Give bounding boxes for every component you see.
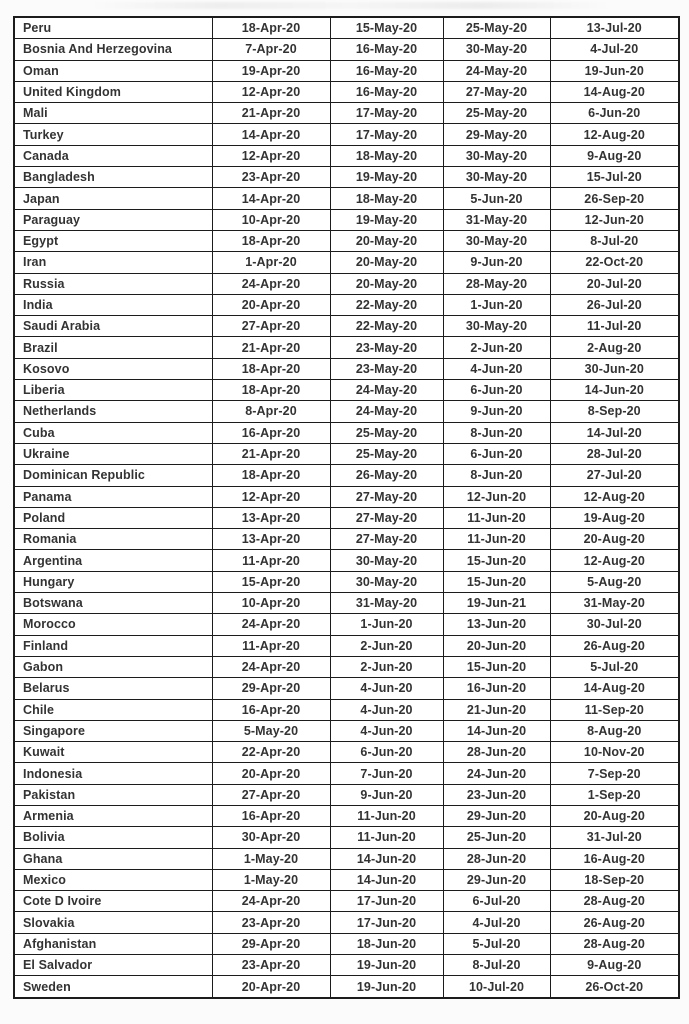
table-row [14,273,679,294]
date-cell: 8-Jul-20 [443,955,550,976]
country-cell: Chile [14,699,212,720]
date-cell: 18-Apr-20 [212,17,330,39]
date-cell: 13-Jun-20 [443,614,550,635]
date-cell: 20-May-20 [330,252,443,273]
date-cell: 19-May-20 [330,167,443,188]
date-cell: 18-Sep-20 [550,869,679,890]
date-cell: 1-Apr-20 [212,252,330,273]
table-row [14,742,679,763]
country-cell: Mexico [14,869,212,890]
date-cell: 15-Apr-20 [212,571,330,592]
date-cell: 13-Apr-20 [212,507,330,528]
date-cell: 1-Jun-20 [443,294,550,315]
date-cell: 8-Aug-20 [550,720,679,741]
date-cell: 26-Sep-20 [550,188,679,209]
date-cell: 26-Aug-20 [550,912,679,933]
country-cell: Botswana [14,593,212,614]
date-cell: 12-Apr-20 [212,486,330,507]
country-cell: Indonesia [14,763,212,784]
table-row [14,635,679,656]
date-cell: 31-Jul-20 [550,827,679,848]
date-cell: 30-May-20 [330,571,443,592]
date-cell: 26-Aug-20 [550,635,679,656]
date-cell: 7-Sep-20 [550,763,679,784]
date-cell: 18-Jun-20 [330,933,443,954]
country-cell: Oman [14,60,212,81]
date-cell: 19-Apr-20 [212,60,330,81]
country-cell: Afghanistan [14,933,212,954]
date-cell: 18-Apr-20 [212,465,330,486]
date-cell: 4-Jun-20 [443,358,550,379]
table-row [14,614,679,635]
date-cell: 12-Apr-20 [212,81,330,102]
date-cell: 14-Aug-20 [550,678,679,699]
country-cell: Bolivia [14,827,212,848]
date-cell: 24-Apr-20 [212,891,330,912]
date-cell: 24-May-20 [330,401,443,422]
country-cell: Bosnia And Herzegovina [14,39,212,60]
date-cell: 11-Jun-20 [443,507,550,528]
country-cell: Saudi Arabia [14,316,212,337]
date-cell: 17-May-20 [330,103,443,124]
country-cell: Slovakia [14,912,212,933]
date-cell: 10-Apr-20 [212,593,330,614]
date-cell: 18-May-20 [330,145,443,166]
date-cell: 16-May-20 [330,39,443,60]
table-body [14,17,679,998]
date-cell: 22-Oct-20 [550,252,679,273]
table-row [14,60,679,81]
date-cell: 6-Jul-20 [443,891,550,912]
date-cell: 14-Apr-20 [212,124,330,145]
table-row [14,955,679,976]
date-cell: 30-Jun-20 [550,358,679,379]
date-cell: 20-May-20 [330,230,443,251]
date-cell: 29-Jun-20 [443,805,550,826]
date-cell: 15-May-20 [330,17,443,39]
date-cell: 19-Jun-20 [550,60,679,81]
country-cell: Singapore [14,720,212,741]
date-cell: 5-Jul-20 [443,933,550,954]
table-row [14,81,679,102]
country-cell: Egypt [14,230,212,251]
table-row [14,784,679,805]
country-cell: Gabon [14,656,212,677]
country-cell: Panama [14,486,212,507]
date-cell: 29-Apr-20 [212,678,330,699]
date-cell: 6-Jun-20 [443,443,550,464]
date-cell: 14-Jun-20 [443,720,550,741]
date-cell: 5-May-20 [212,720,330,741]
date-cell: 8-Jun-20 [443,465,550,486]
date-cell: 24-Apr-20 [212,614,330,635]
date-cell: 13-Jul-20 [550,17,679,39]
date-cell: 20-Apr-20 [212,763,330,784]
table-row [14,550,679,571]
country-cell: Liberia [14,380,212,401]
date-cell: 9-Aug-20 [550,145,679,166]
table-row [14,145,679,166]
table-row [14,869,679,890]
date-cell: 25-May-20 [443,103,550,124]
date-cell: 24-Apr-20 [212,656,330,677]
date-cell: 10-Jul-20 [443,976,550,998]
date-cell: 23-Apr-20 [212,167,330,188]
date-cell: 1-Jun-20 [330,614,443,635]
date-cell: 30-May-20 [330,550,443,571]
table-row [14,422,679,443]
date-cell: 27-Apr-20 [212,316,330,337]
date-cell: 28-Jun-20 [443,848,550,869]
date-cell: 2-Jun-20 [330,635,443,656]
country-cell: Turkey [14,124,212,145]
date-cell: 25-May-20 [330,443,443,464]
country-cell: Sweden [14,976,212,998]
date-cell: 24-Jun-20 [443,763,550,784]
date-cell: 20-Jul-20 [550,273,679,294]
date-cell: 19-Jun-21 [443,593,550,614]
date-cell: 16-Aug-20 [550,848,679,869]
table-row [14,976,679,998]
date-cell: 24-May-20 [443,60,550,81]
date-cell: 4-Jun-20 [330,699,443,720]
date-cell: 20-May-20 [330,273,443,294]
date-cell: 28-Aug-20 [550,933,679,954]
date-cell: 12-Aug-20 [550,486,679,507]
date-cell: 8-Sep-20 [550,401,679,422]
table-row [14,358,679,379]
table-row [14,17,679,39]
country-cell: Japan [14,188,212,209]
country-dates-table [13,16,680,999]
date-cell: 4-Jun-20 [330,678,443,699]
date-cell: 15-Jul-20 [550,167,679,188]
date-cell: 18-Apr-20 [212,230,330,251]
country-cell: Armenia [14,805,212,826]
date-cell: 31-May-20 [330,593,443,614]
table-row [14,763,679,784]
date-cell: 5-Jul-20 [550,656,679,677]
table-row [14,103,679,124]
country-cell: Russia [14,273,212,294]
date-cell: 8-Jun-20 [443,422,550,443]
table-row [14,252,679,273]
date-cell: 11-Sep-20 [550,699,679,720]
date-cell: 30-May-20 [443,145,550,166]
date-cell: 26-Jul-20 [550,294,679,315]
date-cell: 30-Jul-20 [550,614,679,635]
date-cell: 17-May-20 [330,124,443,145]
table-row [14,39,679,60]
date-cell: 11-Jun-20 [330,805,443,826]
date-cell: 20-Aug-20 [550,529,679,550]
date-cell: 19-Jun-20 [330,955,443,976]
date-cell: 16-May-20 [330,60,443,81]
date-cell: 18-May-20 [330,188,443,209]
date-cell: 15-Jun-20 [443,656,550,677]
country-cell: Romania [14,529,212,550]
date-cell: 27-May-20 [330,507,443,528]
date-cell: 14-Jun-20 [330,869,443,890]
date-cell: 9-Jun-20 [330,784,443,805]
date-cell: 5-Aug-20 [550,571,679,592]
table-row [14,827,679,848]
date-cell: 27-May-20 [330,486,443,507]
table-row [14,805,679,826]
date-cell: 14-Apr-20 [212,188,330,209]
date-cell: 11-Jun-20 [443,529,550,550]
date-cell: 13-Apr-20 [212,529,330,550]
date-cell: 19-May-20 [330,209,443,230]
country-cell: Bangladesh [14,167,212,188]
country-cell: Paraguay [14,209,212,230]
table-row [14,230,679,251]
table-row [14,891,679,912]
date-cell: 25-Jun-20 [443,827,550,848]
date-cell: 17-Jun-20 [330,891,443,912]
date-cell: 30-May-20 [443,167,550,188]
date-cell: 25-May-20 [443,17,550,39]
date-cell: 9-Aug-20 [550,955,679,976]
country-cell: Kuwait [14,742,212,763]
date-cell: 26-May-20 [330,465,443,486]
date-cell: 27-May-20 [443,81,550,102]
date-cell: 25-May-20 [330,422,443,443]
date-cell: 17-Jun-20 [330,912,443,933]
table-row [14,401,679,422]
date-cell: 21-Apr-20 [212,443,330,464]
date-cell: 8-Jul-20 [550,230,679,251]
date-cell: 2-Jun-20 [330,656,443,677]
table-row [14,188,679,209]
date-cell: 1-May-20 [212,869,330,890]
date-cell: 2-Jun-20 [443,337,550,358]
date-cell: 16-Apr-20 [212,699,330,720]
date-cell: 16-Apr-20 [212,805,330,826]
date-cell: 20-Apr-20 [212,976,330,998]
date-cell: 21-Jun-20 [443,699,550,720]
country-cell: Kosovo [14,358,212,379]
date-cell: 19-Jun-20 [330,976,443,998]
date-cell: 12-Aug-20 [550,550,679,571]
table-row [14,699,679,720]
date-cell: 27-Jul-20 [550,465,679,486]
date-cell: 23-May-20 [330,337,443,358]
country-cell: Finland [14,635,212,656]
date-cell: 6-Jun-20 [550,103,679,124]
table-row [14,380,679,401]
country-cell: Brazil [14,337,212,358]
date-cell: 22-May-20 [330,294,443,315]
date-cell: 30-May-20 [443,39,550,60]
table-row [14,124,679,145]
country-cell: Morocco [14,614,212,635]
date-cell: 30-May-20 [443,316,550,337]
date-cell: 29-Apr-20 [212,933,330,954]
date-cell: 14-Aug-20 [550,81,679,102]
table-row [14,337,679,358]
table-row [14,593,679,614]
date-cell: 18-Apr-20 [212,358,330,379]
table-row [14,933,679,954]
date-cell: 4-Jul-20 [443,912,550,933]
country-cell: Mali [14,103,212,124]
date-cell: 21-Apr-20 [212,337,330,358]
table-row [14,465,679,486]
date-cell: 31-May-20 [443,209,550,230]
country-cell: El Salvador [14,955,212,976]
date-cell: 30-May-20 [443,230,550,251]
date-cell: 30-Apr-20 [212,827,330,848]
country-cell: Belarus [14,678,212,699]
table-row [14,209,679,230]
date-cell: 22-Apr-20 [212,742,330,763]
date-cell: 11-Apr-20 [212,550,330,571]
date-cell: 9-Jun-20 [443,252,550,273]
table-row [14,678,679,699]
country-cell: Ukraine [14,443,212,464]
date-cell: 10-Nov-20 [550,742,679,763]
date-cell: 14-Jun-20 [330,848,443,869]
country-cell: United Kingdom [14,81,212,102]
date-cell: 6-Jun-20 [330,742,443,763]
date-cell: 18-Apr-20 [212,380,330,401]
date-cell: 11-Apr-20 [212,635,330,656]
date-cell: 14-Jul-20 [550,422,679,443]
date-cell: 22-May-20 [330,316,443,337]
table-row [14,848,679,869]
date-cell: 19-Aug-20 [550,507,679,528]
date-cell: 27-Apr-20 [212,784,330,805]
date-cell: 24-Apr-20 [212,273,330,294]
date-cell: 26-Oct-20 [550,976,679,998]
table-row [14,316,679,337]
date-cell: 20-Jun-20 [443,635,550,656]
date-cell: 27-May-20 [330,529,443,550]
table-row [14,507,679,528]
date-cell: 28-May-20 [443,273,550,294]
date-cell: 20-Apr-20 [212,294,330,315]
country-cell: India [14,294,212,315]
date-cell: 4-Jul-20 [550,39,679,60]
date-cell: 28-Aug-20 [550,891,679,912]
date-cell: 9-Jun-20 [443,401,550,422]
country-cell: Cote D Ivoire [14,891,212,912]
date-cell: 16-Jun-20 [443,678,550,699]
date-cell: 4-Jun-20 [330,720,443,741]
date-cell: 29-Jun-20 [443,869,550,890]
country-cell: Ghana [14,848,212,869]
country-cell: Peru [14,17,212,39]
date-cell: 16-May-20 [330,81,443,102]
table-row [14,486,679,507]
date-cell: 11-Jul-20 [550,316,679,337]
date-cell: 29-May-20 [443,124,550,145]
date-cell: 12-Jun-20 [443,486,550,507]
date-cell: 6-Jun-20 [443,380,550,401]
date-cell: 2-Aug-20 [550,337,679,358]
date-cell: 15-Jun-20 [443,571,550,592]
table-row [14,294,679,315]
date-cell: 23-Apr-20 [212,912,330,933]
country-cell: Hungary [14,571,212,592]
date-cell: 15-Jun-20 [443,550,550,571]
table-row [14,443,679,464]
date-cell: 5-Jun-20 [443,188,550,209]
country-cell: Iran [14,252,212,273]
date-cell: 12-Apr-20 [212,145,330,166]
date-cell: 28-Jun-20 [443,742,550,763]
date-cell: 28-Jul-20 [550,443,679,464]
date-cell: 16-Apr-20 [212,422,330,443]
table-row [14,656,679,677]
date-cell: 8-Apr-20 [212,401,330,422]
country-cell: Pakistan [14,784,212,805]
date-cell: 1-Sep-20 [550,784,679,805]
date-cell: 1-May-20 [212,848,330,869]
country-cell: Argentina [14,550,212,571]
date-cell: 14-Jun-20 [550,380,679,401]
date-cell: 7-Apr-20 [212,39,330,60]
country-cell: Netherlands [14,401,212,422]
date-cell: 10-Apr-20 [212,209,330,230]
country-cell: Canada [14,145,212,166]
date-cell: 23-Apr-20 [212,955,330,976]
country-cell: Poland [14,507,212,528]
date-cell: 11-Jun-20 [330,827,443,848]
country-cell: Dominican Republic [14,465,212,486]
country-cell: Cuba [14,422,212,443]
date-cell: 20-Aug-20 [550,805,679,826]
date-cell: 23-May-20 [330,358,443,379]
date-cell: 24-May-20 [330,380,443,401]
date-cell: 12-Jun-20 [550,209,679,230]
date-cell: 21-Apr-20 [212,103,330,124]
date-cell: 23-Jun-20 [443,784,550,805]
country-dates-table-container [13,16,680,999]
date-cell: 31-May-20 [550,593,679,614]
table-row [14,167,679,188]
table-row [14,912,679,933]
scan-artifact [90,2,610,9]
date-cell: 7-Jun-20 [330,763,443,784]
table-row [14,720,679,741]
date-cell: 12-Aug-20 [550,124,679,145]
table-row [14,529,679,550]
table-row [14,571,679,592]
